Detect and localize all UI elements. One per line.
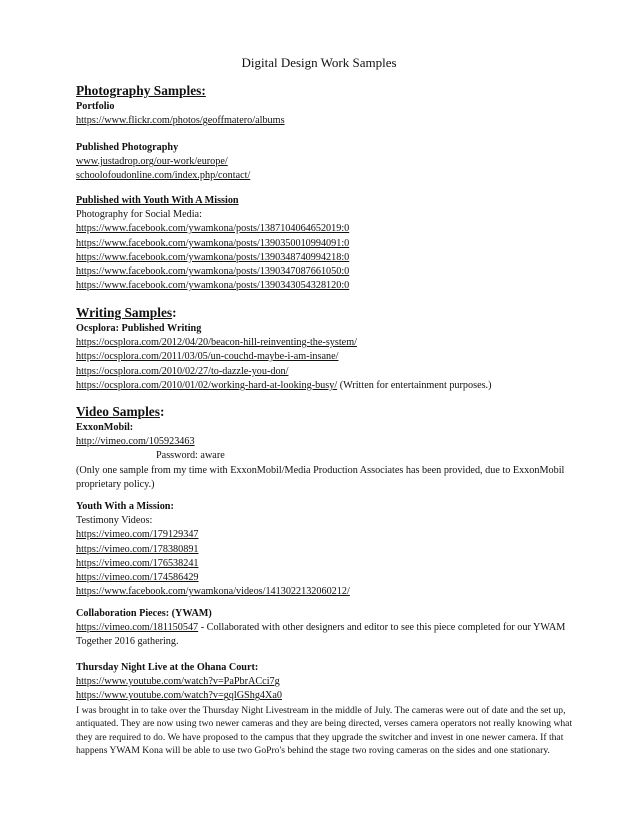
ywam-video-link-3[interactable]: https://vimeo.com/176538241 [76,557,199,569]
published-photography-label: Published Photography [76,142,179,153]
thursday-label: Thursday Night Live at the Ohana Court: [76,662,259,673]
exxon-label: ExxonMobil: [76,422,134,433]
ywam-photo-link-1[interactable]: https://www.facebook.com/ywamkona/posts/1387104064652019:0 [76,223,350,235]
thursday-note: I was brought in to take over the Thursday Night Livestream in the middle of July. The cameras were out of date and the set up, antiquated. They are now using two newer cameras and they are being directed, verses camera operators not really knowing what they are required to do. We have proposed to the campus that they upgrade the switcher and invest in one newer camera. If that happens YWAM Kona will be able to use two GoPro's behind the stage two roving cameras on the sides and one stationary. [76,704,573,757]
collab-row [76,621,576,649]
writing-section [76,304,576,393]
ywam-photo-link-3[interactable]: https://www.facebook.com/ywamkona/posts/1390348740994218:0 [76,251,350,263]
writing-link-4-note: (Written for entertainment purposes.) [337,379,492,391]
exxon-link[interactable]: http://vimeo.com/105923463 [76,436,195,448]
ywam-photo-link-2[interactable]: https://www.facebook.com/ywamkona/posts/1390350010994091:0 [76,237,350,249]
portfolio-label: Portfolio [76,101,115,112]
published-photography [76,141,576,184]
portfolio-link[interactable]: https://www.flickr.com/photos/geoffmatero/albums [76,115,285,127]
ywam-photo-link-4[interactable]: https://www.facebook.com/ywamkona/posts/1390347087661050:0 [76,266,350,278]
writing-link-3[interactable]: https://ocsplora.com/2010/02/27/to-dazzle-you-don/ [76,365,289,377]
collab-video [76,607,576,650]
collab-link[interactable]: https://vimeo.com/181150547 [76,622,199,634]
ywam-video [76,500,576,599]
ywam-video-link-5[interactable]: https://www.facebook.com/ywamkona/videos/1413022132060212/ [76,586,350,598]
document-title: Digital Design Work Samples [241,55,397,70]
video-heading: Video Samples: [76,404,165,419]
ywam-photography-label: Published with Youth With A Mission [76,195,239,206]
ywam-video-link-2[interactable]: https://vimeo.com/178380891 [76,543,199,555]
photography-section [76,82,576,128]
published-link-2[interactable]: schoolofoudonline.com/index.php/contact/ [76,170,251,182]
ywam-video-label: Youth With a Mission: [76,501,174,512]
collab-note: - Collaborated with other designers and editor to see this piece completed for our YWAM Together 2016 gathering. [76,622,566,648]
ywam-photo-link-5[interactable]: https://www.facebook.com/ywamkona/posts/1390343054328120:0 [76,280,350,292]
writing-link-1[interactable]: https://ocsplora.com/2012/04/20/beacon-hill-reinventing-the-system/ [76,337,357,349]
exxon-note: (Only one sample from my time with ExxonMobil/Media Production Associates has been provided, due to ExxonMobil proprietary policy.) [76,464,565,490]
ywam-photography [76,194,576,293]
ocsplora-label: Ocsplora: Published Writing [76,323,202,334]
writing-link-4[interactable]: https://ocsplora.com/2010/01/02/working-hard-at-looking-busy/ [76,379,338,391]
ywam-video-note: Testimony Videos: [76,515,153,527]
video-section [76,403,576,492]
thursday-link-2[interactable]: https://www.youtube.com/watch?v=gqlGShg4Xa0 [76,690,282,702]
thursday-video [76,661,576,758]
writing-link-2[interactable]: https://ocsplora.com/2011/03/05/un-couchd-maybe-i-am-insane/ [76,351,339,363]
photography-heading: Photography Samples: [76,83,206,98]
thursday-link-1[interactable]: https://www.youtube.com/watch?v=PaPbrACci7g [76,676,280,688]
published-link-1[interactable]: www.justadrop.org/our-work/europe/ [76,156,228,168]
exxon-password: Password: aware [156,450,225,462]
collab-label: Collaboration Pieces: (YWAM) [76,608,212,619]
writing-link-4-row [76,379,576,393]
ywam-photography-note: Photography for Social Media: [76,209,202,221]
ywam-video-link-1[interactable]: https://vimeo.com/179129347 [76,529,199,541]
ywam-video-link-4[interactable]: https://vimeo.com/174586429 [76,572,199,584]
writing-heading: Writing Samples: [76,305,177,320]
